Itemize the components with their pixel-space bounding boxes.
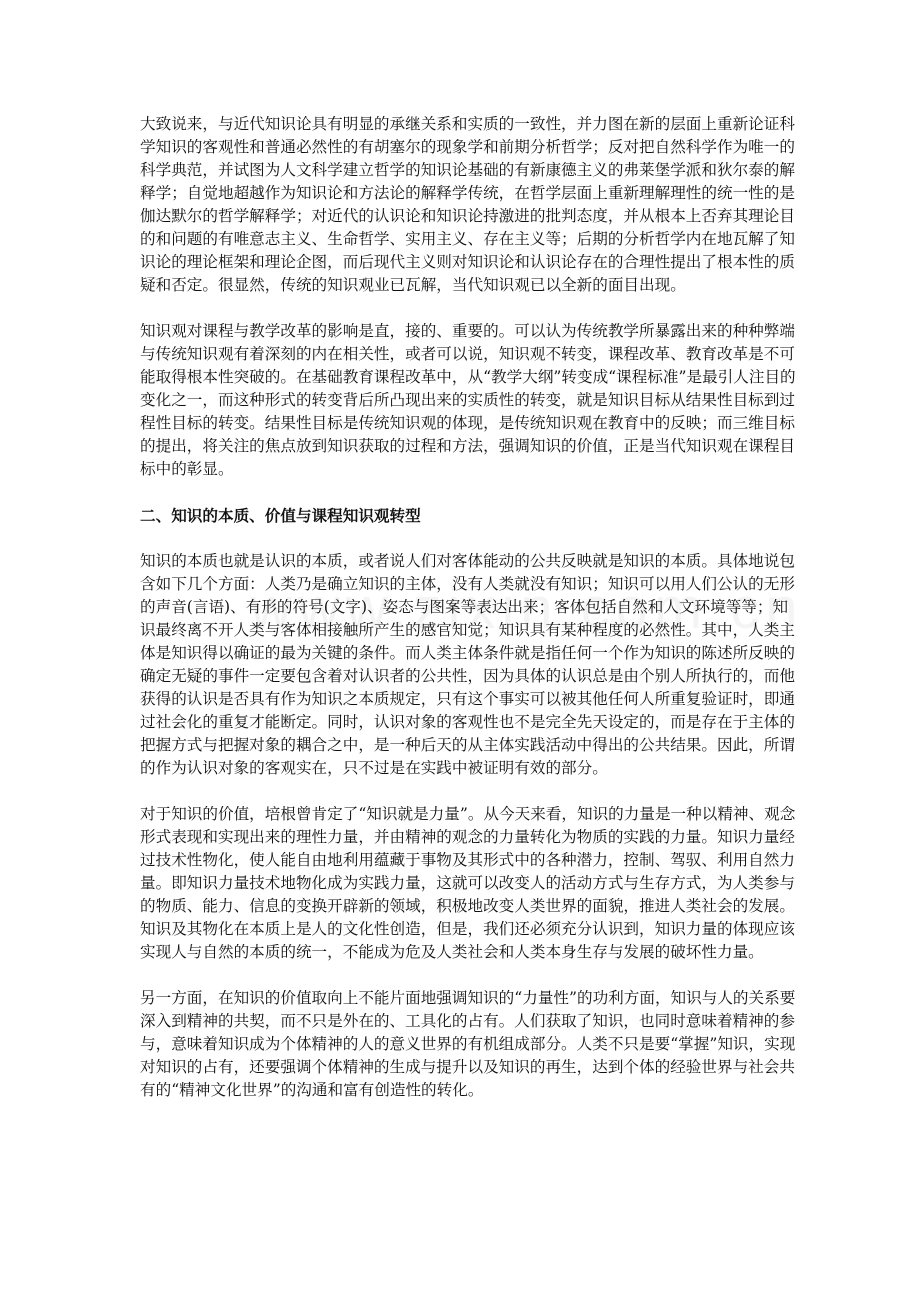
- text-line: 识最终离不开人类与客体相接触所产生的感官知觉；知识具有某种程度的必然性。其中，人类主: [140, 621, 795, 639]
- text-line: 含如下几个方面：人类乃是确立知识的主体，没有人类就没有知识；知识可以用人们公认的无形: [140, 575, 795, 593]
- paragraph: [140, 803, 796, 964]
- text-line: 对于知识的价值，培根曾肯定了“知识就是力量”。从今天来看，知识的力量是一种以精神、观念: [140, 805, 796, 823]
- paragraph: [140, 113, 795, 297]
- text-line: 学知识的客观性和普通必然性的有胡塞尔的现象学和前期分析哲学；反对把自然科学作为唯一的: [140, 138, 795, 156]
- text-line: 知识及其物化在本质上是人的文化性创造，但是，我们还必须充分认识到，知识力量的体现应该: [140, 920, 795, 938]
- section-intro: [140, 113, 796, 481]
- text-line: 伽达默尔的哲学解释学；对近代的认识论和知识论持激进的批判态度，并从根本上否弃其理论目: [140, 207, 795, 225]
- text-line: 确定无疑的事件一定要包含着对认识者的公共性，因为具体的认识总是由个别人所执行的，而他: [140, 667, 795, 685]
- text-line: 的和问题的有唯意志主义、生命哲学、实用主义、存在主义等；后期的分析哲学内在地瓦解了知: [140, 230, 795, 248]
- text-line: 大致说来，与近代知识论具有明显的承继关系和实质的一致性，并力图在新的层面上重新论证科: [140, 115, 795, 133]
- paragraph: [140, 550, 795, 780]
- text-line: 的作为认识对象的客观实在，只不过是在实践中被证明有效的部分。: [140, 759, 608, 777]
- text-line: 过技术性物化，使人能自由地利用蕴藏于事物及其形式中的各种潜力，控制、驾驭、利用自然力: [140, 851, 795, 869]
- text-line: 识论的理论框架和理论企图，而后现代主义则对知识论和认识论存在的合理性提出了根本性的质: [140, 253, 795, 271]
- text-line: 实现人与自然的本质的统一，不能成为危及人类社会和人类本身生存与发展的破坏性力量。: [140, 943, 764, 961]
- text-line: 获得的认识是否具有作为知识之本质规定，只有这个事实可以被其他任何人所重复验证时，即通: [140, 690, 795, 708]
- text-line: 对知识的占有，还要强调个体精神的生成与提升以及知识的再生，达到个体的经验世界与社会共: [140, 1058, 795, 1076]
- paragraph: [140, 987, 796, 1102]
- text-line: 的物质、能力、信息的变换开辟新的领域，积极地改变人类世界的面貌，推进人类社会的发展。: [140, 897, 795, 915]
- text-line: 知识的本质也就是认识的本质，或者说人们对客体能动的公共反映就是知识的本质。具体地说包: [140, 552, 795, 570]
- text-line: 有的“精神文化世界”的沟通和富有创造性的转化。: [140, 1081, 484, 1099]
- document-page: [140, 113, 796, 1125]
- text-line: 体是知识得以确证的最为关键的条件。而人类主体条件就是指任何一个作为知识的陈述所反映的: [140, 644, 795, 662]
- text-line: 的声音(言语)、有形的符号(文字)、姿态与图案等表达出来；客体包括自然和人文环境等等；知: [140, 598, 789, 616]
- text-line: 标中的彰显。: [140, 460, 234, 478]
- text-line: 能取得根本性突破的。在基础教育课程改革中，从“教学大纲”转变成“课程标准”是最引人注目的: [140, 368, 796, 386]
- text-line: 的提出，将关注的焦点放到知识获取的过程和方法，强调知识的价值，正是当代知识观在课程目: [140, 437, 795, 455]
- text-line: 量。即知识力量技术地物化成为实践力量，这就可以改变人的活动方式与生存方式，为人类参与: [140, 874, 795, 892]
- paragraph: [140, 320, 796, 481]
- text-line: 变化之一，而这种形式的转变背后所凸现出来的实质性的转变，就是知识目标从结果性目标到过: [140, 391, 795, 409]
- text-line: 深入到精神的共契，而不只是外在的、工具化的占有。人们获取了知识，也同时意味着精神的参: [140, 1012, 795, 1030]
- text-line: 程性目标的转变。结果性目标是传统知识观的体现，是传统知识观在教育中的反映；而三维目标: [140, 414, 795, 432]
- text-line: 科学典范，并试图为人文科学建立哲学的知识论基础的有新康德主义的弗莱堡学派和狄尔泰的解: [140, 161, 795, 179]
- text-line: 形式表现和实现出来的理性力量，并由精神的观念的力量转化为物质的实践的力量。知识力量经: [140, 828, 795, 846]
- section-knowledge-nature: [140, 550, 796, 1102]
- section-heading: 二、知识的本质、价值与课程知识观转型: [140, 506, 421, 525]
- text-line: 另一方面，在知识的价值取向上不能片面地强调知识的“力量性”的功利方面，知识与人的关系要: [140, 989, 796, 1007]
- text-line: 与传统知识观有着深刻的内在相关性，或者可以说，知识观不转变，课程改革、教育改革是不可: [140, 345, 795, 363]
- text-line: 与，意味着知识成为个体精神的人的意义世界的有机组成部分。人类不只是要“掌握”知识，实现: [140, 1035, 796, 1053]
- text-line: 把握方式与把握对象的耦合之中，是一种后天的从主体实践活动中得出的公共结果。因此，所谓: [140, 736, 795, 754]
- text-line: 释学；自觉地超越作为知识论和方法论的解释学传统，在哲学层面上重新理解理性的统一性的是: [140, 184, 795, 202]
- text-line: 知识观对课程与教学改革的影响是直，接的、重要的。可以认为传统教学所暴露出来的种种弊端: [140, 322, 795, 340]
- text-line: 过社会化的重复才能断定。同时，认识对象的客观性也不是完全先天设定的，而是存在于主体的: [140, 713, 795, 731]
- text-line: 疑和否定。很显然，传统的知识观业已瓦解，当代知识观已以全新的面目出现。: [140, 276, 686, 294]
